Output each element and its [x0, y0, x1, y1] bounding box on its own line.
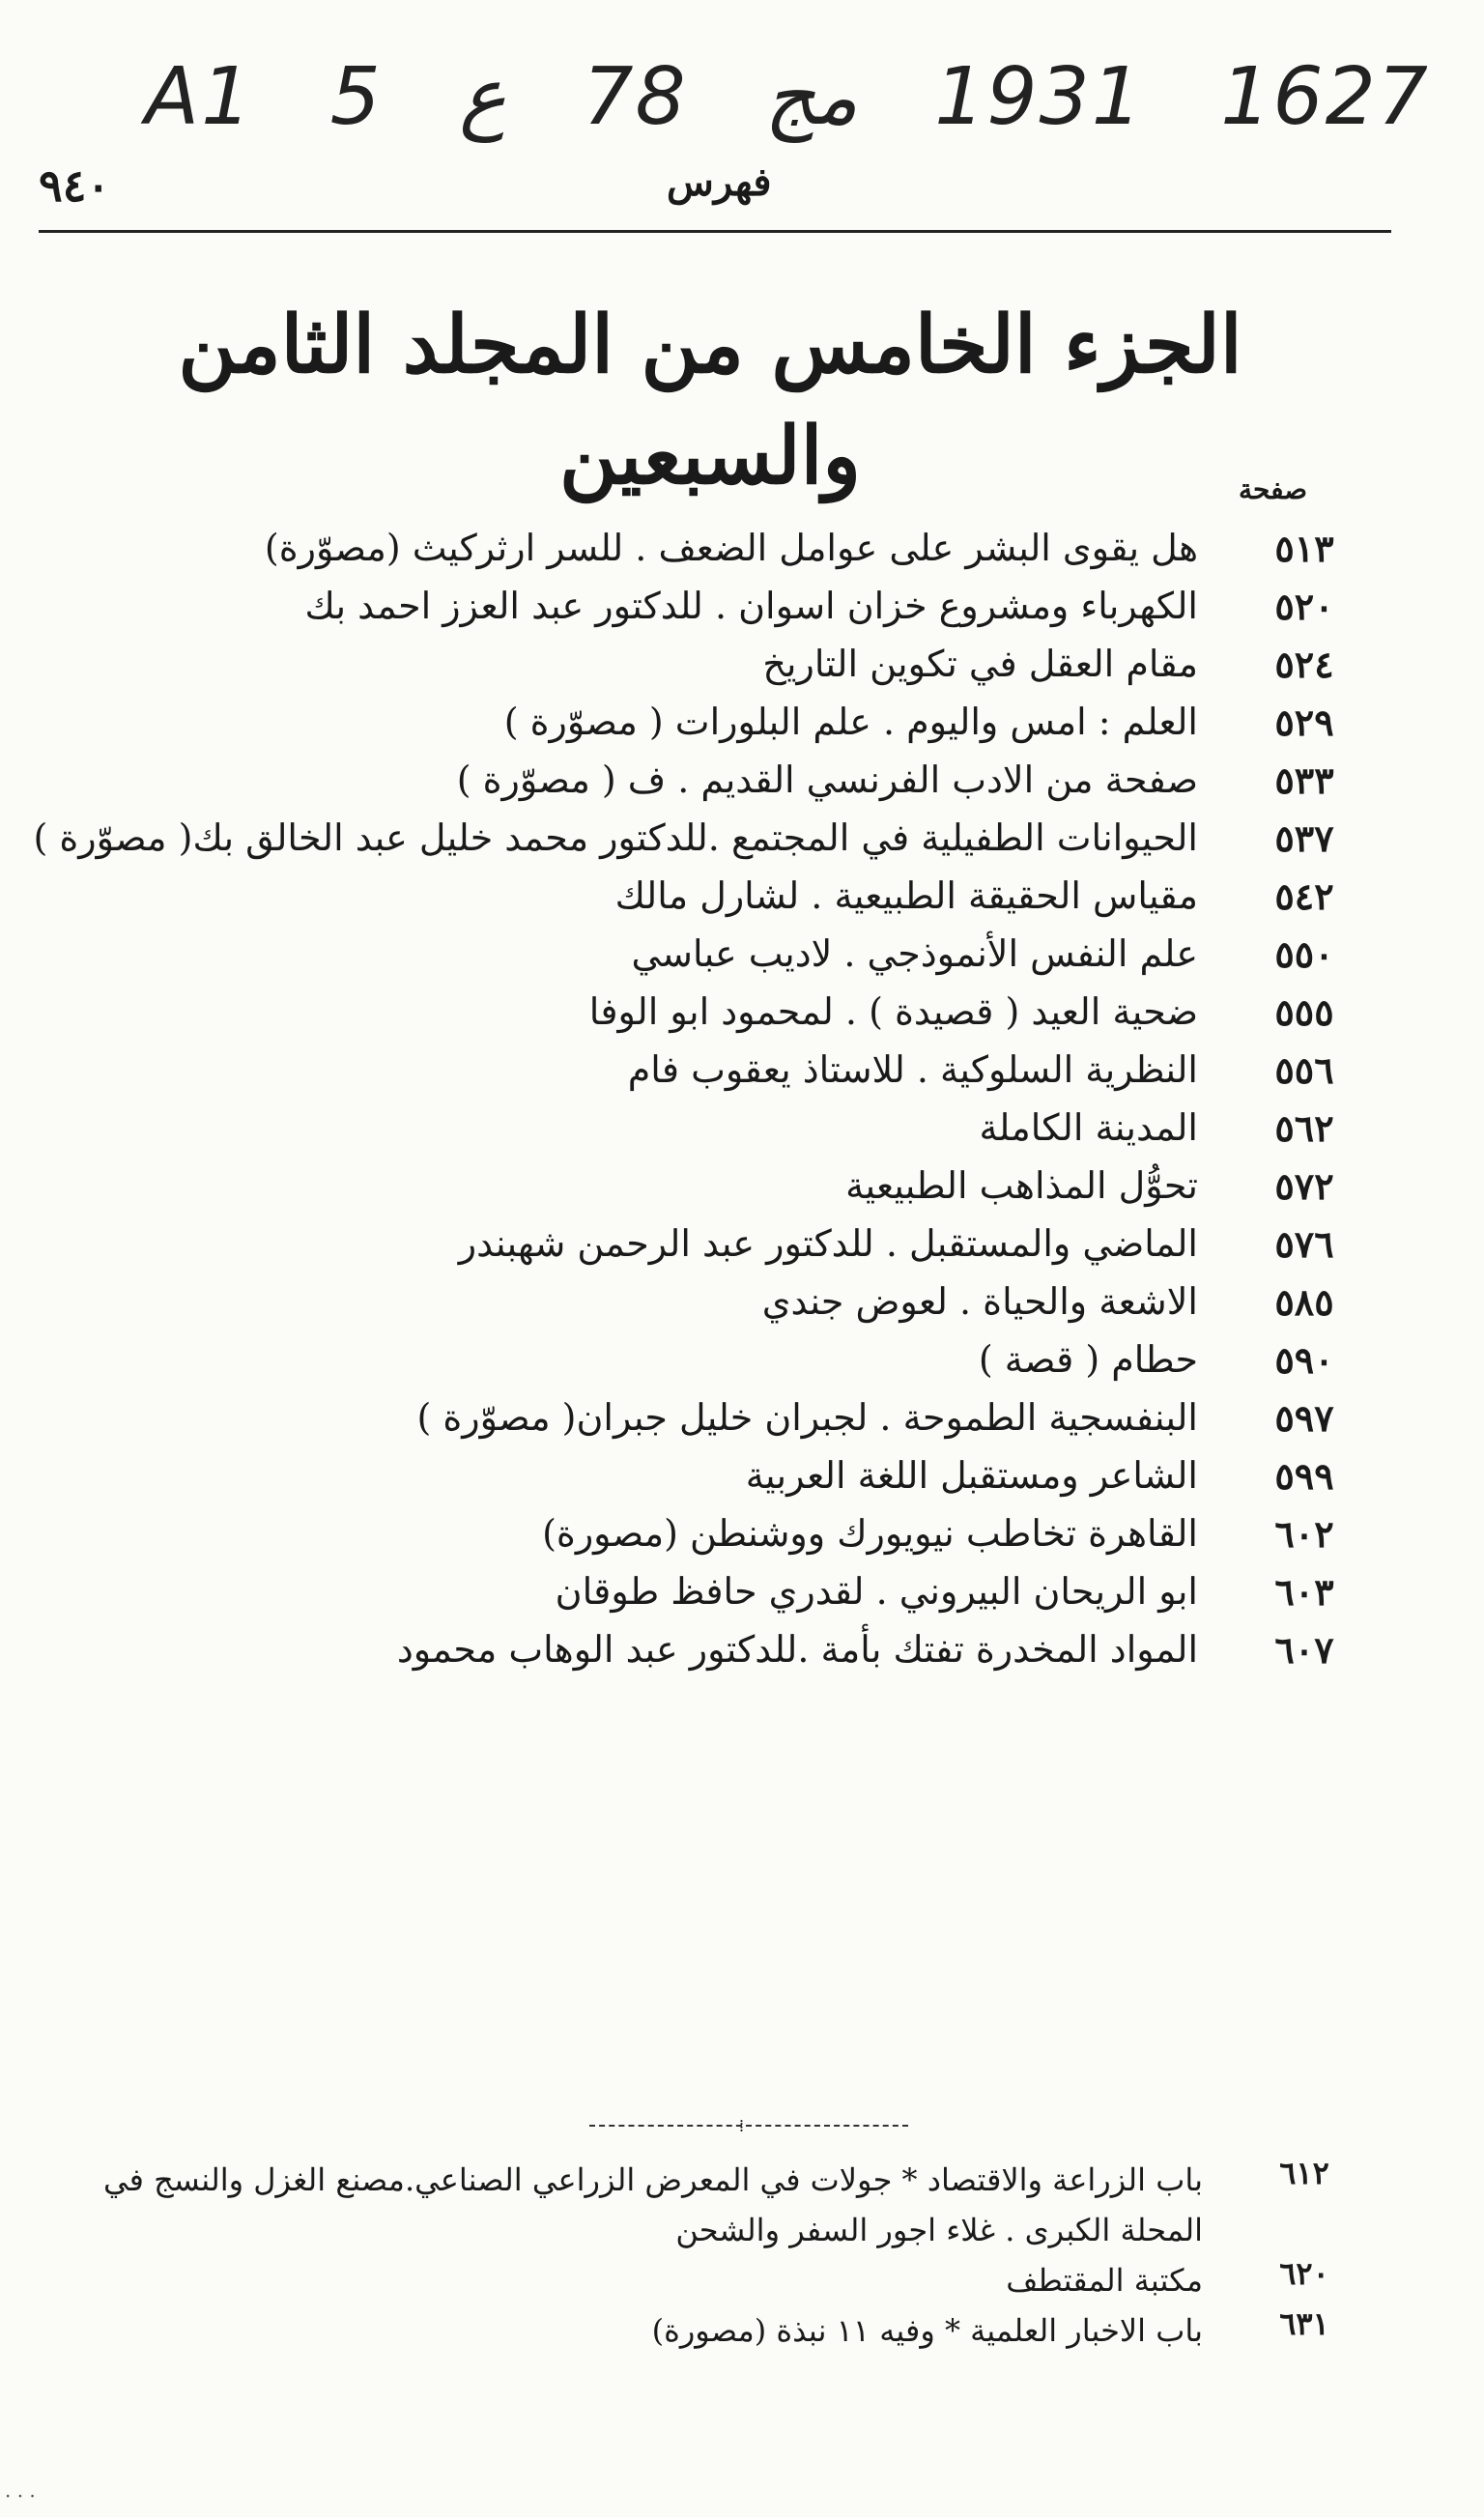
toc-title: المواد المخدرة تفتك بأمة .للدكتور عبد الوهاب محمود	[396, 1628, 1198, 1671]
page-number: ٩٤٠	[39, 159, 111, 212]
toc-title: حطام ( قصة )	[978, 1338, 1198, 1381]
handwritten-part-letter: ع	[459, 50, 507, 143]
department-title: باب الزراعة والاقتصاد * جولات في المعرض الزراعي الصناعي.مصنع الغزل والنسج في المحلة الكبرى . غلاء اجور السفر والشحن	[102, 2161, 1203, 2248]
table-of-contents	[29, 527, 1362, 1686]
toc-title: تحوُّل المذاهب الطبيعية	[845, 1164, 1198, 1207]
toc-page-number: ٥٥٥	[1274, 990, 1334, 1034]
toc-page-number: ٥٥٠	[1274, 932, 1334, 976]
scan-corner-marks: · · ·	[5, 2484, 36, 2507]
toc-page-number: ٥٩٧	[1274, 1396, 1334, 1440]
toc-page-number: ٥٣٧	[1274, 816, 1334, 860]
toc-item	[29, 816, 1362, 874]
toc-item	[29, 1048, 1362, 1106]
toc-item	[29, 1628, 1362, 1686]
toc-page-number: ٥٦٢	[1274, 1106, 1334, 1150]
toc-page-number: ٦٠٧	[1274, 1628, 1334, 1672]
running-title: فهرس	[667, 159, 772, 205]
toc-page-number: ٥٧٦	[1274, 1222, 1334, 1266]
toc-item	[29, 874, 1362, 932]
header-rule	[39, 230, 1391, 233]
toc-item	[29, 527, 1362, 585]
separator-ornament-icon: ⁞	[739, 2116, 745, 2136]
toc-title: الشاعر ومستقبل اللغة العربية	[745, 1454, 1198, 1497]
department-item	[29, 2155, 1362, 2255]
toc-title: النظرية السلوكية . للاستاذ يعقوب فام	[627, 1048, 1198, 1091]
department-page-number: ٦٢٠	[1279, 2255, 1329, 2292]
toc-item	[29, 585, 1362, 643]
toc-title: ابو الريحان البيروني . لقدري حافظ طوقان	[555, 1570, 1198, 1613]
toc-title: القاهرة تخاطب نيويورك ووشنطن (مصورة)	[542, 1512, 1198, 1555]
page-column-header: صفحة	[1239, 473, 1308, 505]
handwritten-part: 5	[329, 50, 383, 143]
toc-page-number: ٥٣٣	[1274, 758, 1334, 802]
page-title: الجزء الخامس من المجلد الثامن والسبعين	[178, 299, 1242, 502]
toc-title: هل يقوى البشر على عوامل الضعف . للسر ارثركيث (مصوّرة)	[264, 527, 1198, 569]
toc-title: صفحة من الادب الفرنسي القديم . ف ( مصوّرة )	[456, 758, 1198, 801]
toc-title: الاشعة والحياة . لعوض جندي	[761, 1280, 1198, 1323]
toc-item	[29, 758, 1362, 816]
handwritten-number: 1627	[1220, 50, 1430, 143]
toc-page-number: ٦٠٣	[1274, 1570, 1334, 1614]
page-header	[39, 159, 1372, 217]
toc-page-number: ٥٢٤	[1274, 643, 1334, 686]
toc-item	[29, 1570, 1362, 1628]
section-separator	[589, 2116, 908, 2135]
handwritten-volume-abbr: مج	[764, 50, 858, 143]
toc-item	[29, 1222, 1362, 1280]
separator-line	[589, 2125, 908, 2127]
toc-item	[29, 1106, 1362, 1164]
departments-list	[29, 2155, 1362, 2356]
toc-page-number: ٥٢٩	[1274, 701, 1334, 744]
department-title: مكتبة المقتطف	[1006, 2262, 1203, 2299]
handwritten-code: A1	[145, 50, 254, 143]
department-page-number: ٦٣١	[1279, 2305, 1329, 2342]
toc-title: المدينة الكاملة	[979, 1106, 1198, 1149]
toc-page-number: ٥٨٥	[1274, 1280, 1334, 1324]
department-page-number: ٦١٢	[1279, 2155, 1329, 2191]
toc-page-number: ٥٧٢	[1274, 1164, 1334, 1208]
toc-item	[29, 1164, 1362, 1222]
toc-page-number: ٦٠٢	[1274, 1512, 1334, 1556]
toc-item	[29, 1512, 1362, 1570]
toc-title: الماضي والمستقبل . للدكتور عبد الرحمن شهبندر	[458, 1222, 1198, 1265]
handwritten-catalog-header	[145, 39, 1430, 155]
toc-page-number: ٥١٣	[1274, 527, 1334, 570]
toc-item	[29, 701, 1362, 758]
toc-item	[29, 1454, 1362, 1512]
toc-page-number: ٥٩٠	[1274, 1338, 1334, 1382]
toc-page-number: ٥٤٢	[1274, 874, 1334, 918]
toc-title: الحيوانات الطفيلية في المجتمع .للدكتور محمد خليل عبد الخالق بك( مصوّرة )	[33, 816, 1198, 859]
toc-page-number: ٥٥٦	[1274, 1048, 1334, 1092]
department-item	[29, 2255, 1362, 2305]
toc-title: الكهرباء ومشروع خزان اسوان . للدكتور عبد العزز احمد بك	[304, 585, 1198, 627]
department-title: باب الاخبار العلمية * وفيه ١١ نبذة (مصورة)	[651, 2312, 1203, 2349]
department-item	[29, 2305, 1362, 2356]
toc-title: ضحية العيد ( قصيدة ) . لمحمود ابو الوفا	[588, 990, 1198, 1033]
toc-item	[29, 1396, 1362, 1454]
toc-item	[29, 1338, 1362, 1396]
handwritten-year: 1931	[934, 50, 1144, 143]
toc-page-number: ٥٢٠	[1274, 585, 1334, 628]
toc-title: مقام العقل في تكوين التاريخ	[762, 643, 1198, 685]
toc-title: مقياس الحقيقة الطبيعية . لشارل مالك	[614, 874, 1198, 917]
toc-title: العلم : امس واليوم . علم البلورات ( مصوّرة )	[503, 701, 1198, 743]
toc-item	[29, 932, 1362, 990]
toc-title: البنفسجية الطموحة . لجبران خليل جبران( مصوّرة )	[416, 1396, 1198, 1439]
toc-title: علم النفس الأنموذجي . لاديب عباسي	[631, 932, 1198, 975]
toc-item	[29, 1280, 1362, 1338]
toc-page-number: ٥٩٩	[1274, 1454, 1334, 1498]
handwritten-volume: 78	[583, 50, 688, 143]
toc-item	[29, 643, 1362, 701]
toc-item	[29, 990, 1362, 1048]
